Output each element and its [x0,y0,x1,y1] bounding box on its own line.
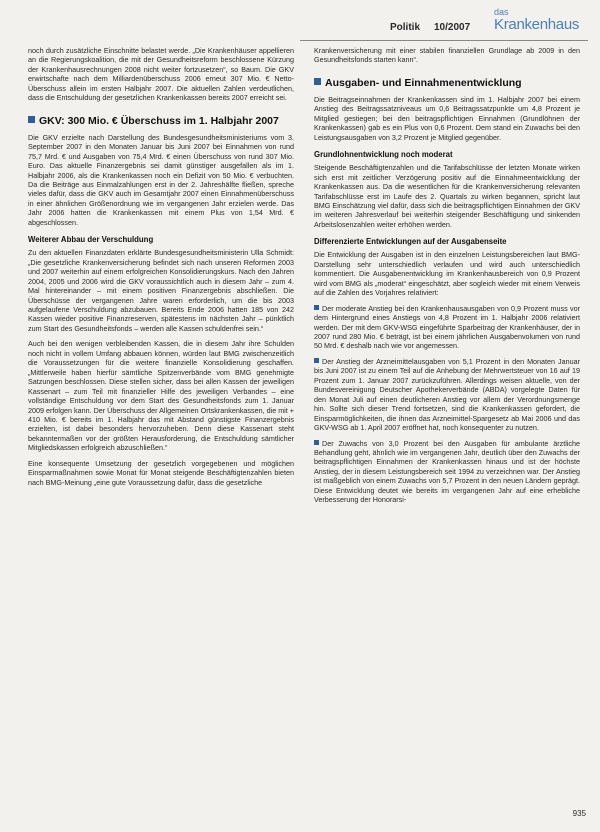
list-item [314,357,580,433]
list-item [314,439,580,505]
paragraph: Die Entwicklung der Ausgaben ist in den einzelnen Leistungsbereichen laut BMG-Darstellung sehr unterschiedlich verlaufen und wird auch unterschiedlich kommentiert. Die Ausgabenentwicklung im Krankenhausbereich von 0,9 Prozent wird vom BMG als „moderat“ eingeschätzt, aber sogleich wieder mit einem Verweis auf die Zahlen des Vorjahres relativiert: [314,250,580,298]
section-heading-text: GKV: 300 Mio. € Überschuss im 1. Halbjahr 2007 [39,114,279,127]
section-heading [28,115,294,127]
right-column [314,46,580,511]
subheading: Grundlohnentwicklung noch moderat [314,150,453,160]
list-item-text: Der Zuwachs von 3,0 Prozent bei den Ausgaben für ambulante ärztliche Behandlung geht, ähnlich wie im vergangenen Jahr, deutlich über den Zuwachs der beitragspflichtigen Einnahmen der Krankenkassen hinaus und ist der höchste Anstieg, der in diesem Leistungsbereich seit 1994 zu verzeichnen war. Der Anstieg ist maßgeblich von einem Zuwachs von 5,7 Prozent in den neuen Ländern geprägt. Diese Entwicklung deutet wie bereits im vergangenen Jahr auf eine erhebliche Verbesserung der Honorarsi- [314,438,580,505]
bullet-list [314,304,580,505]
square-bullet-icon [314,358,319,363]
subheading: Differenzierte Entwicklungen auf der Ausgabenseite [314,237,507,247]
paragraph: Steigende Beschäftigtenzahlen und die Tarifabschlüsse der letzten Monate wirken sich erst mit zeitlicher Verzögerung positiv auf die Einnahmeentwicklung der Krankenkassen aus. Da die wesentlichen für die Krankenversicherung relevanten Tarifabschlüsse erst im Laufe des 2. Quartals zu wirken begannen, spricht laut BMG Einschätzung viel dafür, dass sich die beitragspflichtigen Einnahmen der GKV im weiteren Jahresverlauf bei weiterhin steigender Beschäftigung und sinkenden Arbeitslosenzahlen weiter erhöhen werden. [314,163,580,229]
square-bullet-icon [314,78,321,85]
paragraph: noch durch zusätzliche Einschnitte belastet werde. „Die Krankenhäuser appellieren an die Regierungskoalition, die mit der Gesundheitsreform beschlossene Kürzung der Krankenhausrechnungen 2008 nicht weiter fortzusetzen“, so Baum. Die GKV erwirtschafte nach dem Milliardenüberschuss 2006 erneut 307 Mio. € Netto-Überschuss allein im ersten Halbjahr 2007. Die aktuellen Zahlen verdeutlichen, dass die Entschuldung der gesetzlichen Krankenkassen bereits 2007 erreicht sei. [28,46,294,103]
page-number: 935 [572,809,586,818]
list-item-text: Der Anstieg der Arzneimittelausgaben von 5,1 Prozent in den Monaten Januar bis Juni 2007 ist zu einem Teil auf die Anhebung der Mehrwertsteuer von 16 auf 19 Prozent zum 1. Januar 2007 zurückzuführen. Allerdings weisen aktuelle, von der Bundesvereinigung Deutscher Apothekerverbände (ABDA) vorgelegte Daten für den Monat Juli auf einen deutlicheren Anstieg vor allem der Verordnungsmenge hin. Sollte sich dieser Trend fortsetzen, sind die Krankenkassen gefordert, die Einsparmöglichkeiten, die ihnen das Arzneimittel-Spargesetz ab Mai 2006 und das GKV-WSG ab 1. April 2007 eröffnet hat, noch konsequenter zu nutzen. [314,356,580,433]
left-column [28,46,294,493]
paragraph: Krankenversicherung mit einer stabilen finanziellen Grundlage ab 2009 in den Gesundheitsfonds starten kann“. [314,46,580,65]
list-item-text: Der moderate Anstieg bei den Krankenhausausgaben von 0,9 Prozent muss vor dem Hintergrund eines Anstiegs von 4,8 Prozent im 1. Halbjahr 2006 relativiert werden. Der mit dem GKV-WSG eingeführte Sparbeitrag der Krankenhäuser, der in 2007 rund 280 Mio. € beträgt, ist bei einem jährlichen Ausgabenvolumen von rund 50 Mrd. € deshalb nach wie vor angemessen. [314,303,580,351]
paragraph: Auch bei den wenigen verbleibenden Kassen, die in diesem Jahr ihre Schulden noch nicht in vollem Umfang abbauen können, würden laut BMG zwischenzeitlich die Voraussetzungen für die weitere finanzielle Konsolidierung geschaffen. „Mittlerweile haben hierfür sämtliche Spitzenverbände vom BMG genehmigte Satzungen beschlossen. Diese stellen sicher, dass bei allen Kassen der jeweiligen Kassenart – zum Teil mit finanzieller Hilfe des jeweiligen Verbandes – eine vollständige Entschuldung vor dem Start des Gesundheitsfonds zum 1. Januar 2009 erfolgen kann. Der Überschuss der Allgemeinen Ortskrankenkassen, die mit + 410 Mio. € bereits im 1. Halbjahr das mit Abstand günstigste Finanzergebnis erzielten, ist dabei besonders hervorzuheben. Denn diese Kassenart steht bekanntermaßen vor der größten Herausforderung, die Entschuldung sämtlicher Mitgliedskassen erfolgreich abzuschließen.“ [28,339,294,453]
paragraph: Zu den aktuellen Finanzdaten erklärte Bundesgesundheitsministerin Ulla Schmidt: „Die gesetzliche Krankenversicherung befindet sich nach unseren Reformen 2003 und 2007 weiterhin auf einem erfolgreichen Konsolidierungskurs. Nach den Jahren 2004, 2005 und 2006 wird die GKV voraussichtlich auch in diesem Jahr – zum 4. Mal hintereinander – mit einem positiven Finanzergebnis abschließen. Die Überschüsse der vergangenen Jahre waren erforderlich, um die bis 2003 aufgelaufene Verschuldung abzubauen. Bereits Ende 2006 hatten 185 von 242 Kassen wieder positive Finanzreserven, spätestens im nächsten Jahr – pünktlich zum Start des Gesundheitsfonds – werden alle Kassen schuldenfrei sein.“ [28,248,294,333]
page-header [0,6,600,40]
list-item [314,304,580,351]
issue-number: 10/2007 [434,22,471,33]
section-title: Politik [390,22,421,33]
paragraph: Die Beitragseinnahmen der Krankenkassen sind im 1. Halbjahr 2007 bei einem Anstieg des Beitragssatzniveaus um 0,6 Beitragssatzpunkte um 4,8 Prozent je Mitglied gestiegen; bei den beitragspflichtigen Einnahmen (Grundlöhnen der Krankenkassen) gab es ein Plus von 0,6 Prozent. Dem stand ein Zuwachs bei den Leistungsausgaben von 3,2 Prozent je Mitglied gegenüber. [314,94,580,142]
logo-small-text: das [494,7,509,17]
paragraph: Die GKV erzielte nach Darstellung des Bundesgesundheitsministeriums vom 3. September 2007 in den Monaten Januar bis Juni 2007 bei Einnahmen von rund 75,7 Mrd. € und Ausgaben von 75,4 Mrd. € einen Überschuss von rund 307 Mio. Euro. Das aktuelle Finanzergebnis sei damit günstiger ausgefallen als im 1. Halbjahr 2006, als die Krankenkassen noch ein Defizit von 50 Mio. € verbuchten. Da die Beiträge aus Einmalzahlungen erst in der 2. Jahreshälfte fließen, spreche vieles dafür, dass die GKV auch im Gesamtjahr 2007 einen Einnahmenüberschuss in einer ähnlichen Größenordnung wie im vergangenen Jahr erzielen werde. Das Jahr 2006 hatten die Krankenkassen mit einem Plus von 1,54 Mrd. € abgeschlossen. [28,132,294,227]
section-heading-text: Ausgaben- und Einnahmenentwicklung [325,76,522,89]
square-bullet-icon [28,116,35,123]
section-heading [314,77,580,89]
square-bullet-icon [314,440,319,445]
magazine-logo [494,8,594,32]
subheading: Weiterer Abbau der Verschuldung [28,235,154,245]
square-bullet-icon [314,305,319,310]
paragraph: Eine konsequente Umsetzung der gesetzlich vorgegebenen und möglichen Einsparmaßnahmen sowie Monat für Monat steigende Beschäftigtenzahlen bieten nach BMG-Meinung „eine gute Voraussetzung dafür, dass die gesetzliche [28,458,294,487]
logo-large-text: Krankenhaus [494,16,580,33]
header-rule [300,40,588,41]
